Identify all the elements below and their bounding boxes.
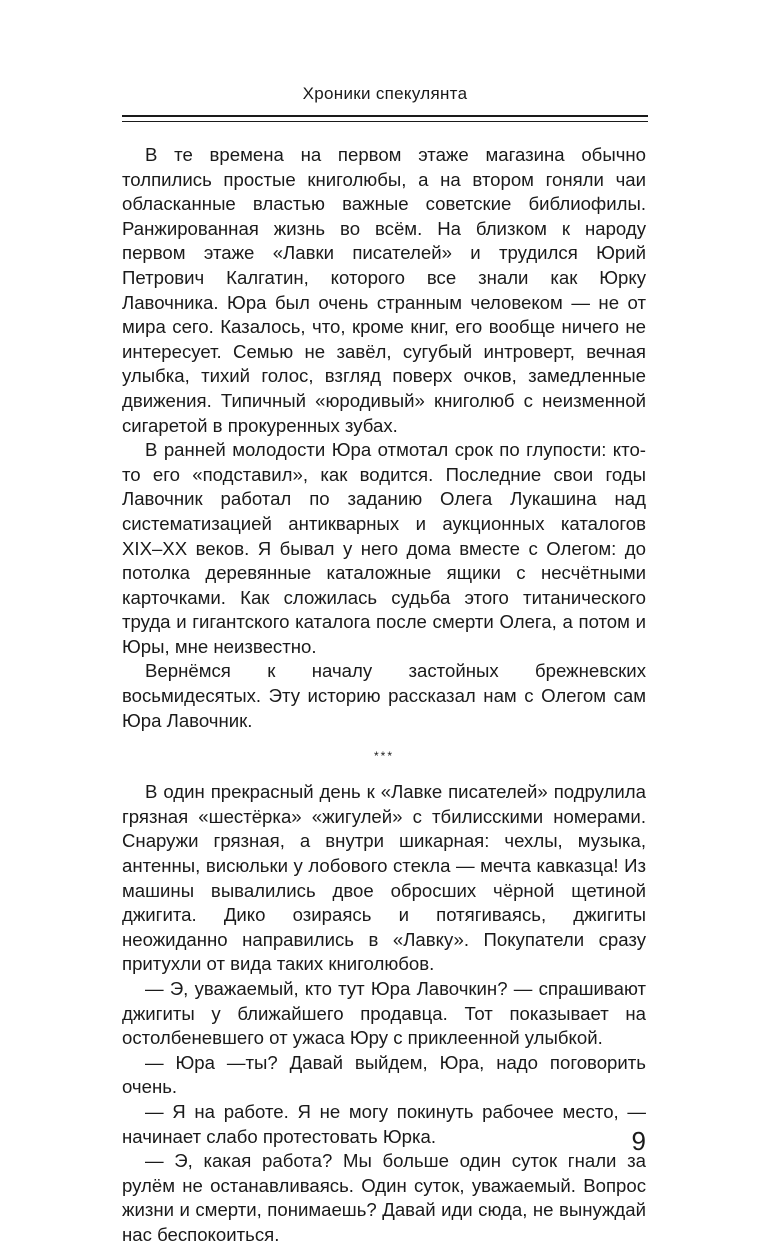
body-text: [122, 143, 646, 1248]
paragraph: В те времена на первом этаже магазина обычно толпились простые книголюбы, а на втором гоняли чаи обласканные властью важные советские библиофилы. Ранжированная жизнь во всём. На близком к народу первом этаже «Лавки писателей» и трудился Юрий Петрович Калгатин, которого все знали как Юрку Лавочника. Юра был очень странным человеком — не от мира сего. Казалось, что, кроме книг, его вообще ничего не интересует. Семью не завёл, сугубый интроверт, вечная улыбка, тихий голос, взгляд поверх очков, замедленные движения. Типичный «юродивый» книголюб с неизменной сигаретой в прокуренных зубах.: [122, 144, 646, 436]
page-number: 9: [631, 1126, 646, 1156]
paragraph: Вернёмся к началу застойных брежневских восьмидесятых. Эту историю рассказал нам с Олегом сам Юра Лавочник.: [122, 660, 646, 731]
running-head-title: Хроники спекулянта: [302, 84, 468, 103]
header-rule-thin: [122, 121, 648, 122]
dialogue-paragraph: — Я на работе. Я не могу покинуть рабочее место, — начинает слабо протестовать Юрка.: [122, 1100, 646, 1147]
dialogue-paragraph: — Э, уважаемый, кто тут Юра Лавочкин? — спрашивают джигиты у ближайшего продавца. Тот показывает на остолбеневшего от ужаса Юру с приклеенной улыбкой.: [122, 978, 646, 1049]
header-rule-thick: [122, 115, 648, 117]
dialogue-paragraph: — Э, какая работа? Мы больше один суток гнали за рулём не останавливаясь. Один суток, уважаемый. Вопрос жизни и смерти, понимаешь? Давай иди сюда, не вынуждай нас беспокоиться.: [122, 1150, 646, 1245]
dialogue-paragraph: — Юра —ты? Давай выйдем, Юра, надо поговорить очень.: [122, 1051, 646, 1098]
paragraph: В ранней молодости Юра отмотал срок по глупости: кто-то его «подставил», как водится. Последние свои годы Лавочник работал по заданию Олега Лукашина над систематизацией антикварных и аукционных каталогов XIX–XX веков. Я бывал у него дома вместе с Олегом: до потолка деревянные каталожные ящики с несчётными карточками. Как сложилась судьба этого титанического труда и гигантского каталога после смерти Олега, а потом и Юры, мне неизвестно.: [122, 439, 646, 657]
section-break: ***: [373, 749, 394, 764]
paragraph: В один прекрасный день к «Лавке писателей» подрулила грязная «шестёрка» «жигулей» с тбилисскими номерами. Снаружи грязная, а внутри шикарная: чехлы, музыка, антенны, висюльки у лобового стекла — мечта кавказца! Из машины вывалились двое обросших чёрной щетиной джигита. Дико озираясь и потягиваясь, джигиты неожиданно направились в «Лавку». Покупатели сразу притухли от вида таких книголюбов.: [122, 781, 646, 975]
